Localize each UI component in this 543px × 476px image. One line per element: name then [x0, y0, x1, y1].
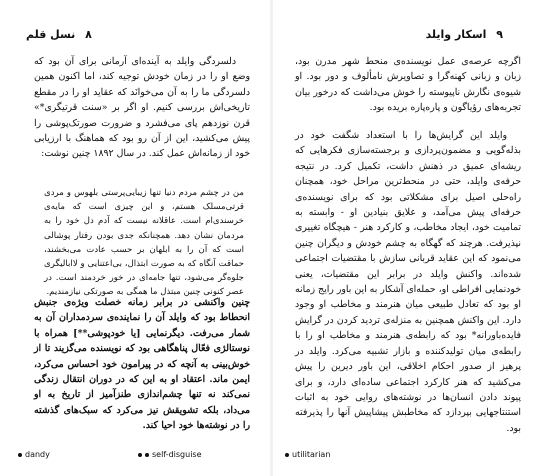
left-paragraph-1: دلسردگی وایلد به آینده‌ای آرمانی برای آن بود که وضع او را در زمان خودش توجیه کند، اما اکنون همین دلسردگی ما را به آن می‌خوانَد که عقاید او را در مقطع تاریخی‌اش بررسی کنیم. او اگر بر «سنت قرتیگری*» قرن نوزدهم پای می‌فشرد و ضرورت صورتک‌پوشی را پیش می‌کشید، این از آن رو بود که هماهنگ با ارزیابی خود از زمانه‌اش عمل کند. در سال ۱۸۹۲ چنین نوشت:: [34, 56, 250, 160]
right-paragraph-2: وایلد این گرایش‌ها را با استعداد شگفت خود در بذله‌گویی و مضمون‌پردازی و برجسته‌سازی فکرهایی که ریشه‌ای عمیق در ذهنش داشت، تکمیل کرد. در نتیجه حرفه‌ی وایلد، حتی در منحط‌ترین مراحل خود، همچنان راه‌حلی اصیل برای مشکلاتی بود که برای نویسنده‌ی حرفه‌ای پیش می‌آمد، و علایق بنیادین او - وابسته به تمامیت خود، ایجاد مخاطب، و کارکرد هنر - هیچگاه تغییری نپذیرفت. هرچند که گهگاه به چشم خودش و دیگران چنین می‌نمود که این عقاید قربانی سازش با مقتضیات اجتماعی شده‌اند. واکنش وایلد در برابر این مقتضیات، یعنی خودنمایی افراطی او، حمله‌ای آشکار به این باور رایج زمانه او بود که تعادل طبیعی میان هنرمند و مخاطب او وجود دارد. این واکنش همچنین به منزله‌ی تردید کردن در گرایش فایده‌باورانه* بود که رابطه‌ی هنرمند و مخاطب او را با رابطه‌ی میان تولیدکننده و بازار تشبیه می‌کرد. وایلد در پرهیز از صدور احکام اخلاقی، این باور دیرین را پیش می‌کشید که هنر کارکرد اجتماعی ساده‌ای دارد، و برای پیوند دادن انسان‌ها در نوشته‌های روایی خود به اثبات استنتاجهایی بپردازد که مخاطبش پیشاپیش آنها را پذیرفته بود.: [295, 130, 521, 434]
right-page: [273, 0, 543, 476]
footnote-bullet-icon: [285, 453, 289, 457]
right-running-head: اسکار وایلد: [425, 28, 487, 41]
left-running-head: نسل قلم: [26, 28, 76, 41]
right-running-header: [426, 28, 503, 41]
footnote-dandy: dandy: [18, 450, 50, 459]
left-page-number: ۸: [85, 28, 92, 41]
footnote-bullet-icon: [18, 453, 22, 457]
left-paragraph-2: چنین واکنشی در برابر زمانه خصلت ویژه‌ی جنبش انحطاط بود که وایلد آن را نماینده‌ی سردمداران آن به شمار می‌رفت. دیگرنمایی [یا خودپوشی**] همراه با نوستالژی فعّال پناهگاهی بود که نویسنده می‌گزیند تا از خوش‌بینی به آنچه که در پیرامون خود احساس می‌کرد، ایمن ‌ماند. اعتقاد او به این که در دوران انتقال زندگی نمی‌کند نه تنها چشم‌اندازی طنزآمیز از تاریخ به او می‌داد، بلکه تشویقش نیز می‌کرد که سبک‌های گذشته را در نوشته‌ها خود احیا کند.: [34, 297, 250, 432]
footnote-self-disguise: self-disguise: [138, 450, 202, 459]
footnote-bullet-icon: [145, 453, 149, 457]
right-page-number: ۹: [496, 28, 503, 41]
right-paragraph-1: اگرچه عرصه‌ی عمل نویسنده‌ی منحط شهر مدرن بود، زبان و زبانی کهنه‌گرا و تصاویرش نامألوف و دور بود. او شیوه‌ی نگارش ناپیوسته را خوش می‌داشت که درخور بیان تجربه‌های رؤیاگون و پاره‌پاره‌ بریده‌ بود.: [295, 56, 521, 114]
footnote-utilitarian: utilitarian: [285, 450, 330, 459]
left-page: [0, 0, 270, 476]
left-running-header: [26, 28, 92, 41]
left-block-quote: من در چشم مردم دنیا تنها زیبایی‌پرستی بلهوس و مردی قرتی‌مسلک هستم، و این چیزی است که مایه‌ی خرسندی‌ام است. عاقلانه نیست که آدم دل خود را به مردمان نشان دهد. همچنانکه جدی بودن رفتار پوشالی است که آن را به ابلهان بر حسب عادت می‌بخشند، حماقت آنگاه که به صورت ابتذال، بی‌اعتنایی و لاابالیگری جلوه‌گر می‌شود، تنها جامه‌ای در خور خردمند است. در عصر کنونی چنین مبتذل ما همگی به صورتکی نیازمندیم.: [44, 188, 244, 298]
footnote-bullet-icon: [138, 453, 142, 457]
